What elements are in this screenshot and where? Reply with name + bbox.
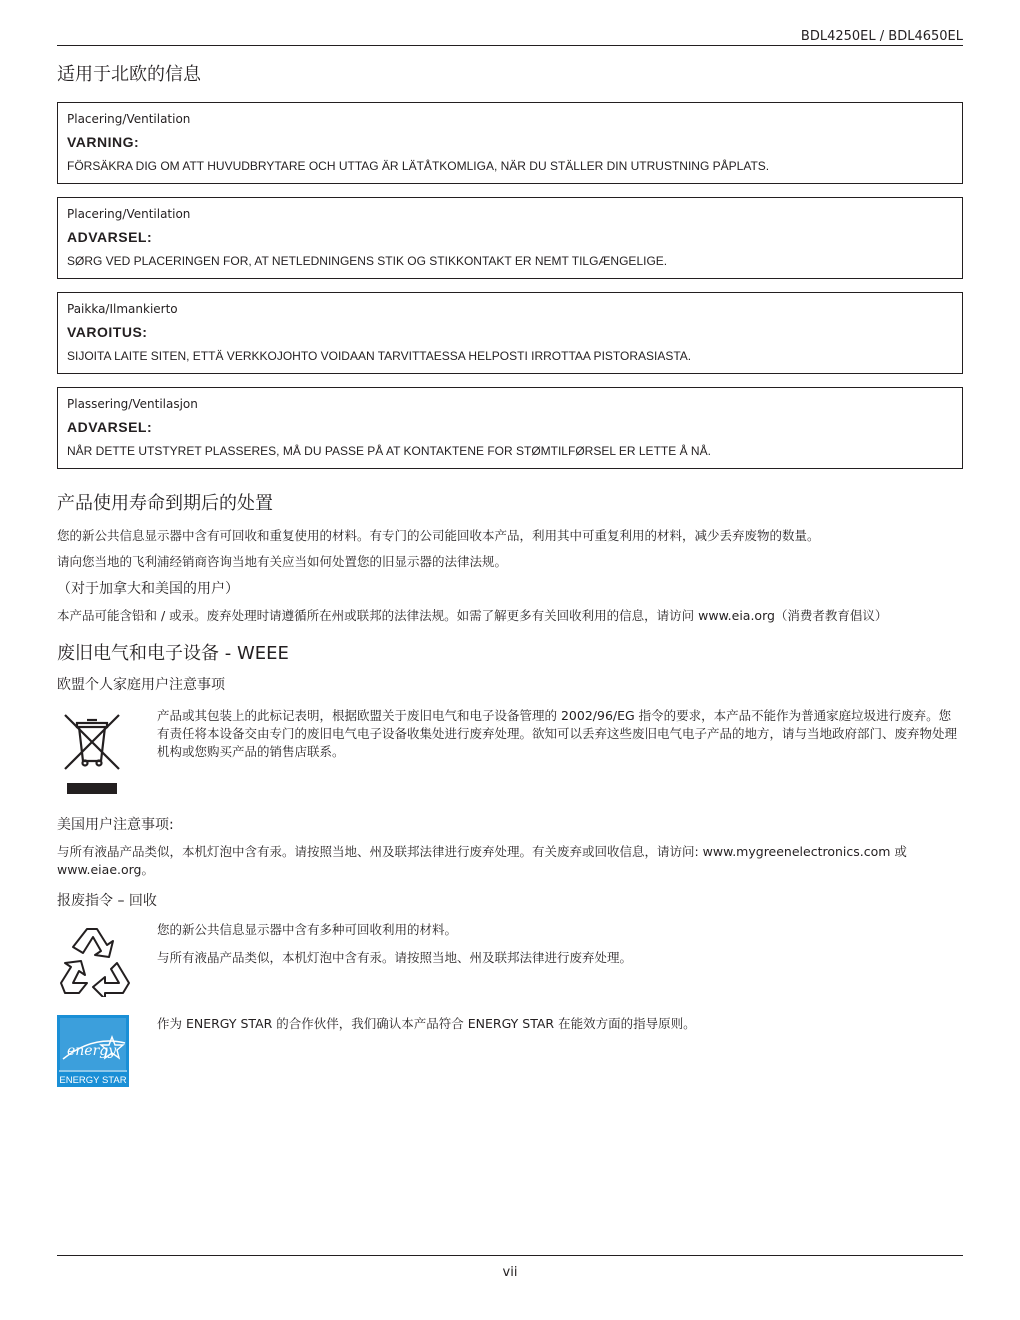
recycle-row — [57, 921, 963, 1001]
warning-subtitle: Placering/Ventilation — [67, 207, 191, 221]
recycle-paragraph-2: 与所有液晶产品类似，本机灯泡中含有汞。请按照当地、州及联邦法律进行废弃处理。 — [157, 950, 633, 965]
footer-divider — [57, 1255, 963, 1256]
warning-box-danish — [57, 197, 963, 279]
weee-text: 产品或其包装上的此标记表明，根据欧盟关于废旧电气和电子设备管理的 2002/96/EG 指令的要求，本产品不能作为普通家庭垃圾进行废弃。您有责任将本设备交由专门的废旧电气电子设备收集处进行废弃处理。欲知可以丢弃这些废旧电气电子产品的地方，请与当地政府部门、废弃物处理机构或您购买产品的销售店联系。 — [157, 708, 958, 759]
warning-title: VAROITUS: — [67, 324, 148, 340]
eol-paragraph-2: 请向您当地的飞利浦经销商咨询当地有关应当如何处置您的旧显示器的法律法规。 — [57, 554, 508, 569]
warning-box-finnish — [57, 292, 963, 374]
warning-subtitle: Placering/Ventilation — [67, 112, 191, 126]
warning-title: ADVARSEL: — [67, 229, 153, 245]
warning-subtitle: Paikka/Ilmankierto — [67, 302, 178, 316]
warning-body: NÅR DETTE UTSTYRET PLASSERES, MÅ DU PASSE PÅ AT KONTAKTENE FOR STØMTILFØRSEL ER LETTE Å NÅ. — [67, 444, 711, 458]
warning-subtitle: Plassering/Ventilasjon — [67, 397, 198, 411]
energy-text: 作为 ENERGY STAR 的合作伙伴，我们确认本产品符合 ENERGY STAR 在能效方面的指导原则。 — [157, 1016, 696, 1031]
warning-body: SIJOITA LAITE SITEN, ETTÄ VERKKOJOHTO VOIDAAN TARVITTAESSA HELPOSTI IRROTTAA PISTORASIASTA. — [67, 349, 692, 363]
recycle-paragraph-1: 您的新公共信息显示器中含有多种可回收利用的材料。 — [157, 922, 458, 937]
us-heading: 美国用户注意事项: — [57, 817, 174, 833]
eol-paragraph-1: 您的新公共信息显示器中含有可回收和重复使用的材料。有专门的公司能回收本产品，利用其中可重复利用的材料，减少丢弃废物的数量。 — [57, 528, 820, 543]
warning-body: SØRG VED PLACERINGEN FOR, AT NETLEDNINGENS STIK OG STIKKONTAKT ER NEMT TILGÆNGELIGE. — [67, 254, 668, 268]
recycle-icon — [57, 921, 157, 1001]
warning-body: FÖRSÄKRA DIG OM ATT HUVUDBRYTARE OCH UTTAG ÄR LÄTÅTKOMLIGA, NÄR DU STÄLLER DIN UTRUSTNING PÅPLATS. — [67, 159, 770, 173]
energy-star-logo — [57, 1015, 157, 1091]
page-number: vii — [502, 1265, 518, 1280]
model-header: BDL4250EL / BDL4650EL — [800, 29, 963, 44]
warning-box-swedish — [57, 102, 963, 184]
energy-star-label: ENERGY STAR — [59, 1075, 127, 1086]
weee-heading: 废旧电气和电子设备 - WEEE — [57, 643, 289, 664]
nordic-heading: 适用于北欧的信息 — [57, 64, 201, 85]
page-content — [57, 62, 963, 1101]
energy-row — [57, 1015, 963, 1091]
warning-title: VARNING: — [67, 134, 140, 150]
eol-subheading: （对于加拿大和美国的用户） — [57, 581, 239, 597]
energy-script: energy — [67, 1043, 117, 1059]
header-divider — [57, 45, 963, 46]
warning-title: ADVARSEL: — [67, 419, 153, 435]
eol-paragraph-3: 本产品可能含铅和 / 或汞。废弃处理时请遵循所在州或联邦的法律法规。如需了解更多有关回收利用的信息，请访问 www.eia.org（消费者教育倡议） — [57, 608, 888, 623]
warning-box-norwegian — [57, 387, 963, 469]
us-text: 与所有液晶产品类似，本机灯泡中含有汞。请按照当地、州及联邦法律进行废弃处理。有关废弃或回收信息，请访问: www.mygreenelectronics.com 或 www.eiae.org。 — [57, 844, 907, 877]
recycle-heading: 报废指令 – 回收 — [57, 893, 157, 909]
eol-heading: 产品使用寿命到期后的处置 — [57, 493, 273, 514]
weee-row — [57, 707, 963, 801]
weee-subheading: 欧盟个人家庭用户注意事项 — [57, 677, 225, 693]
crossed-bin-icon — [57, 707, 157, 801]
